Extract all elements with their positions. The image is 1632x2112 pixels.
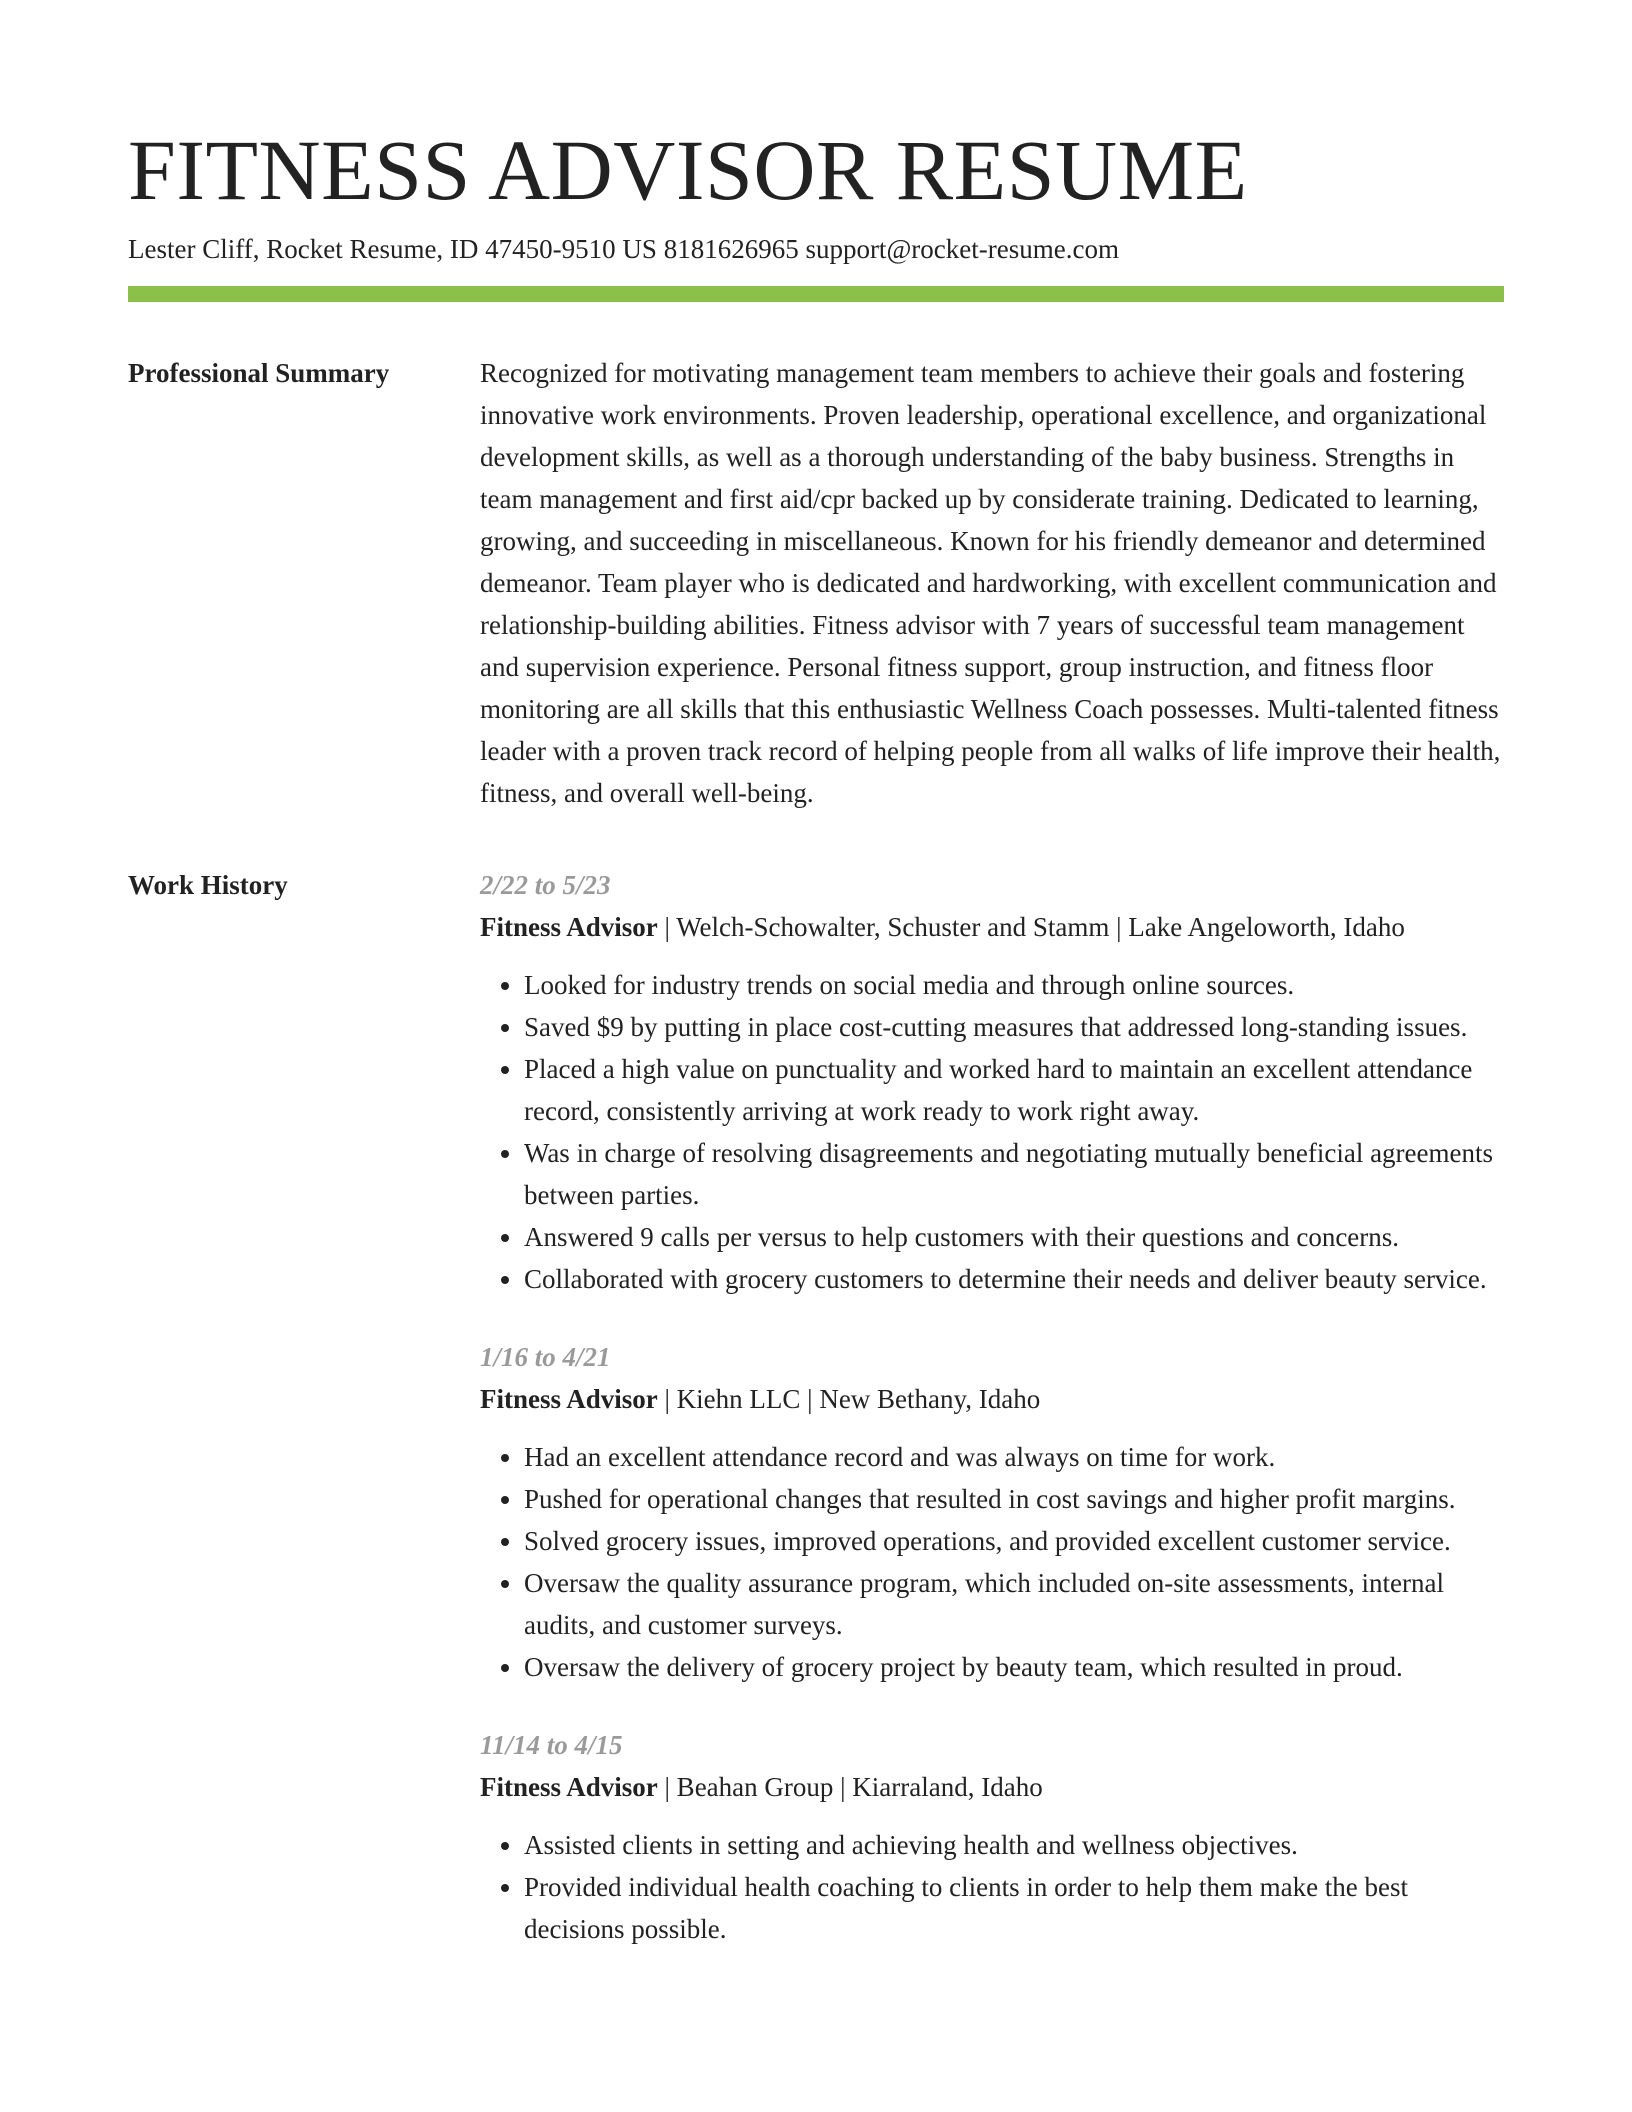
job-bullet: • Solved grocery issues, improved operations, and provided excellent customer service. xyxy=(524,1520,1504,1562)
job-bullet: • Was in charge of resolving disagreements and negotiating mutually beneficial agreements between parties. xyxy=(524,1132,1504,1216)
job-title: Fitness Advisor xyxy=(480,912,658,942)
job-bullet: • Provided individual health coaching to clients in order to help them make the best decisions possible. xyxy=(524,1866,1504,1950)
job-bullet: • Pushed for operational changes that resulted in cost savings and higher profit margins. xyxy=(524,1478,1504,1520)
header-divider xyxy=(128,286,1504,302)
work-history-section xyxy=(128,864,1504,1986)
job-bullet: • Answered 9 calls per versus to help customers with their questions and concerns. xyxy=(524,1216,1504,1258)
job-employer-location: | Kiehn LLC | New Bethany, Idaho xyxy=(657,1384,1041,1414)
resume-page xyxy=(128,120,1504,1986)
contact-phone: 8181626965 xyxy=(663,234,799,264)
contact-location: Rocket Resume, ID 47450-9510 US xyxy=(266,234,657,264)
job-bullet-list xyxy=(480,1436,1504,1688)
summary-body xyxy=(480,352,1504,814)
job-heading xyxy=(480,1766,1504,1808)
job-employer-location: | Beahan Group | Kiarraland, Idaho xyxy=(657,1772,1043,1802)
job-bullet: • Saved $9 by putting in place cost-cutting measures that addressed long-standing issues. xyxy=(524,1006,1504,1048)
work-history-body xyxy=(480,864,1504,1986)
resume-title: FITNESS ADVISOR RESUME xyxy=(128,122,1248,218)
job-bullet: • Oversaw the quality assurance program, which included on-site assessments, internal audits, and customer surveys. xyxy=(524,1562,1504,1646)
work-history-heading: Work History xyxy=(128,870,288,900)
job-dates: 1/16 to 4/21 xyxy=(480,1342,611,1372)
summary-section xyxy=(128,352,1504,814)
job-title: Fitness Advisor xyxy=(480,1384,658,1414)
job-dates: 2/22 to 5/23 xyxy=(480,870,611,900)
contact-line xyxy=(128,232,1504,266)
job-bullet-list xyxy=(480,964,1504,1300)
job-bullet: • Looked for industry trends on social media and through online sources. xyxy=(524,964,1504,1006)
summary-heading: Professional Summary xyxy=(128,358,390,388)
contact-email: support@rocket-resume.com xyxy=(805,234,1119,264)
job-entry xyxy=(480,1336,1504,1688)
job-dates: 11/14 to 4/15 xyxy=(480,1730,623,1760)
job-entry xyxy=(480,1724,1504,1950)
summary-text: Recognized for motivating management team members to achieve their goals and fostering innovative work environments. Proven leadership, operational excellence, and organizational development skills, as well as a thorough understanding of the baby business. Strengths in team management and first aid/cpr backed up by considerate training. Dedicated to learning, growing, and succeeding in miscellaneous. Known for his friendly demeanor and determined demeanor. Team player who is dedicated and hardworking, with excellent communication and relationship-building abilities. Fitness advisor with 7 years of successful team management and supervision experience. Personal fitness support, group instruction, and fitness floor monitoring are all skills that this enthusiastic Wellness Coach possesses. Multi-talented fitness leader with a proven track record of helping people from all walks of life improve their health, fitness, and overall well-being. xyxy=(480,358,1501,808)
job-entry xyxy=(480,864,1504,1300)
job-title: Fitness Advisor xyxy=(480,1772,658,1802)
job-employer-location: | Welch-Schowalter, Schuster and Stamm | Lake Angeloworth, Idaho xyxy=(657,912,1405,942)
job-bullet: • Placed a high value on punctuality and worked hard to maintain an excellent attendance record, consistently arriving at work ready to work right away. xyxy=(524,1048,1504,1132)
job-bullet: • Collaborated with grocery customers to determine their needs and deliver beauty service. xyxy=(524,1258,1504,1300)
job-heading xyxy=(480,906,1504,948)
job-bullet: • Oversaw the delivery of grocery project by beauty team, which resulted in proud. xyxy=(524,1646,1504,1688)
contact-name: Lester Cliff, xyxy=(128,234,260,264)
job-bullet: • Assisted clients in setting and achieving health and wellness objectives. xyxy=(524,1824,1504,1866)
job-heading xyxy=(480,1378,1504,1420)
job-bullet-list xyxy=(480,1824,1504,1950)
job-bullet: • Had an excellent attendance record and was always on time for work. xyxy=(524,1436,1504,1478)
